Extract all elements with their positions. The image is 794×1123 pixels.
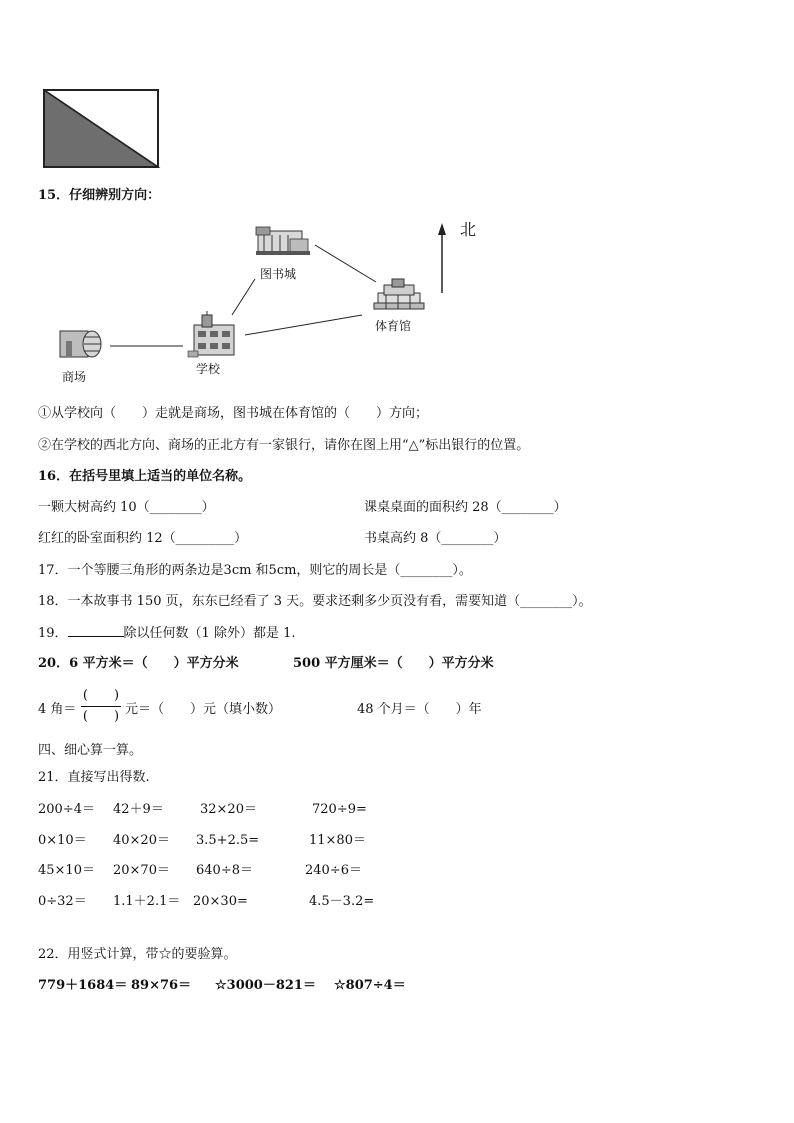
q21-r0-c2: 32×20＝ bbox=[200, 802, 257, 817]
q20-b: 500 平方厘米＝（ ）平方分米 bbox=[293, 656, 494, 671]
q20-c-prefix: 4 角＝ bbox=[38, 702, 77, 717]
q21-r2-c2: 640÷8＝ bbox=[196, 863, 253, 878]
q21-r0-c0: 200÷4＝ bbox=[38, 802, 95, 817]
q20-c-numerator: ( ) bbox=[82, 688, 120, 703]
q22-item-3: ☆807÷4＝ bbox=[334, 978, 406, 993]
q20-c-fraction bbox=[79, 688, 123, 725]
q22-item-0: 779＋1684＝ bbox=[38, 978, 128, 993]
q21-r1-c0: 0×10＝ bbox=[38, 833, 87, 848]
shaded-triangle-figure bbox=[42, 88, 162, 170]
mall-label: 商场 bbox=[62, 370, 87, 384]
q21-r2-c0: 45×10＝ bbox=[38, 863, 95, 878]
q21-r2-c1: 20×70＝ bbox=[113, 863, 170, 878]
line-library-stadium bbox=[315, 245, 376, 282]
library-building-icon bbox=[256, 227, 310, 255]
q19-text: 除以任何数（1 除外）都是 1. bbox=[123, 626, 296, 641]
q20-c-denominator: ( ) bbox=[82, 709, 120, 724]
q21-title: 21．直接写出得数. bbox=[38, 770, 150, 785]
q15-line1: ①从学校向（ ）走就是商场，图书城在体育馆的（ ）方向； bbox=[38, 406, 429, 421]
stadium-label: 体育馆 bbox=[375, 319, 412, 333]
q15-title: 15．仔细辨别方向： bbox=[38, 188, 161, 203]
q16-c: 红红的卧室面积约 12（_________） bbox=[38, 531, 248, 546]
direction-map bbox=[40, 215, 500, 390]
q22-title: 22．用竖式计算，带☆的要验算。 bbox=[38, 947, 237, 962]
q21-r3-c1: 1.1＋2.1＝ bbox=[113, 894, 181, 909]
q16-title: 16．在括号里填上适当的单位名称。 bbox=[38, 469, 252, 484]
q20-a: 20．6 平方米＝（ ）平方分米 bbox=[38, 656, 239, 671]
section-4-heading: 四、细心算一算。 bbox=[38, 743, 143, 758]
mall-building-icon bbox=[60, 331, 101, 357]
line-school-stadium bbox=[245, 315, 362, 335]
stadium-building-icon bbox=[374, 279, 424, 309]
q20-c-suffix: 元＝（ ）元（填小数） bbox=[125, 702, 282, 717]
q22-item-1: 89×76＝ bbox=[131, 978, 192, 993]
fraction-bar bbox=[81, 706, 121, 707]
q19 bbox=[38, 625, 296, 642]
q21-r1-c1: 40×20＝ bbox=[113, 833, 170, 848]
q21-r1-c3: 11×80＝ bbox=[309, 833, 366, 848]
q19-number: 19． bbox=[38, 626, 68, 641]
q21-r3-c3: 4.5－3.2= bbox=[309, 894, 375, 909]
library-label: 图书城 bbox=[260, 267, 297, 281]
q21-r3-c2: 20×30= bbox=[193, 894, 248, 909]
q21-r3-c0: 0÷32＝ bbox=[38, 894, 87, 909]
q21-r1-c2: 3.5+2.5= bbox=[196, 833, 260, 848]
q21-r2-c3: 240÷6＝ bbox=[305, 863, 362, 878]
q16-d: 书桌高约 8（________） bbox=[364, 531, 507, 546]
north-arrow bbox=[438, 223, 446, 293]
q21-r0-c3: 720÷9= bbox=[312, 802, 367, 817]
q19-blank bbox=[68, 625, 124, 637]
line-library-school bbox=[232, 279, 255, 315]
q18: 18．一本故事书 150 页，东东已经看了 3 天。要求还剩多少页没有看，需要知道（________）。 bbox=[38, 594, 592, 609]
q21-r0-c1: 42＋9＝ bbox=[113, 802, 164, 817]
q22-item-2: ☆3000－821＝ bbox=[215, 978, 316, 993]
q15-line2: ②在学校的西北方向、商场的正北方有一家银行，请你在图上用“△”标出银行的位置。 bbox=[38, 438, 530, 453]
q17: 17．一个等腰三角形的两条边是3cm 和5cm，则它的周长是（________）。 bbox=[38, 563, 472, 578]
q20-d: 48 个月＝（ ）年 bbox=[357, 702, 482, 717]
q16-a: 一颗大树高约 10（________） bbox=[38, 500, 215, 515]
school-label: 学校 bbox=[196, 362, 221, 376]
q16-b: 课桌桌面的面积约 28（________） bbox=[364, 500, 567, 515]
school-building-icon bbox=[188, 311, 234, 357]
north-label: 北 bbox=[460, 220, 477, 239]
